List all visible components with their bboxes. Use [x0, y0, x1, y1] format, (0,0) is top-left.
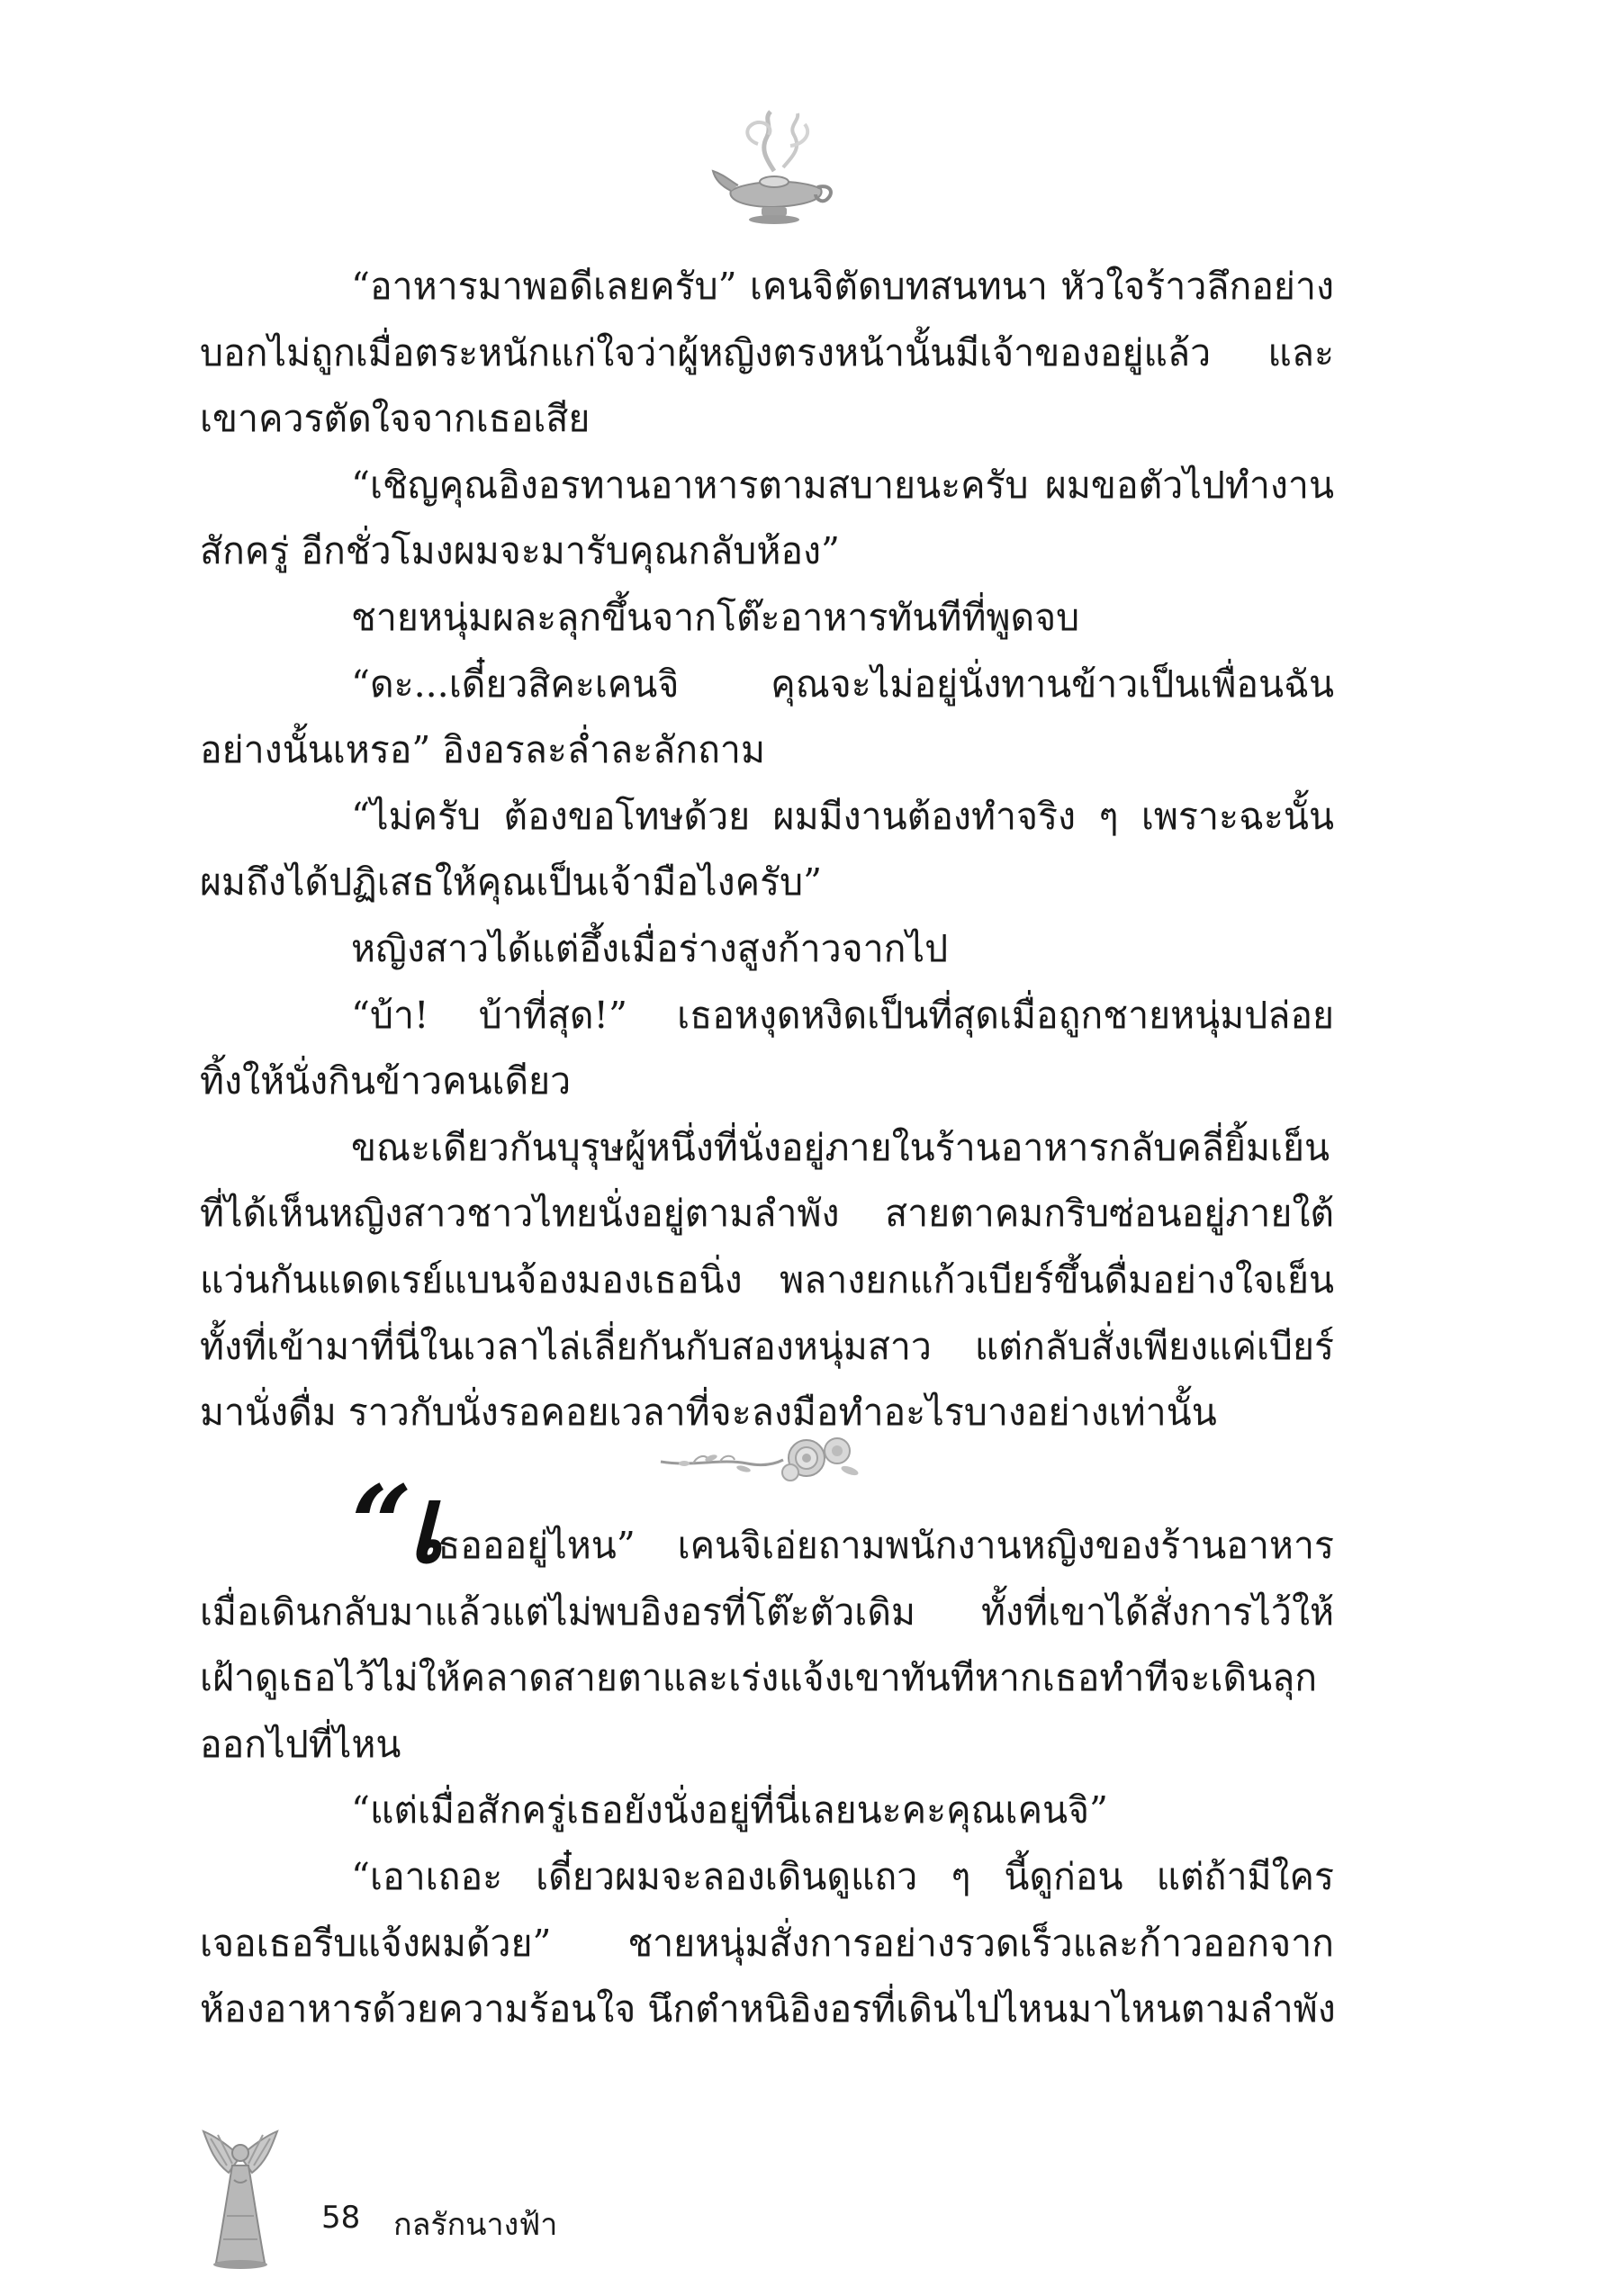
section-2-text: [200, 1462, 1336, 2043]
paragraph-line: “ดะ...เดี๋ยวสิคะเคนจิ คุณจะไม่อยู่นั่งทานข้าวเป็นเพื่อนฉัน: [351, 662, 1334, 706]
paragraph-line: “แต่เมื่อสักครู่เธอยังนั่งอยู่ที่นี่เลยนะคะคุณเคนจิ”: [351, 1788, 1109, 1832]
paragraph-line: ขณะเดียวกันบุรุษผู้หนึ่งที่นั่งอยู่ภายในร้านอาหารกลับคลี่ยิ้มเย็น: [351, 1125, 1330, 1169]
paragraph-line: มานั่งดื่ม ราวกับนั่งรอคอยเวลาที่จะลงมือทำอะไรบางอย่างเท่านั้น: [200, 1391, 1217, 1435]
paragraph-line: ทั้งที่เข้ามาที่นี่ในเวลาไล่เลี่ยกันกับสองหนุ่มสาว แต่กลับสั่งเพียงแค่เบียร์: [200, 1324, 1334, 1368]
paragraph-line: ชายหนุ่มผละลุกขึ้นจากโต๊ะอาหารทันทีที่พูดจบ: [351, 595, 1080, 639]
paragraph-line: ผมถึงได้ปฏิเสธให้คุณเป็นเจ้ามือไงครับ”: [200, 860, 823, 905]
paragraph-line: “เธอออยู่ไหน” เคนจิเอ่ยถามพนักงานหญิงของร้านอาหาร: [351, 1462, 1334, 1587]
paragraph-line: ออกไปที่ไหน: [200, 1722, 401, 1766]
book-title: กลรักนางฟ้า: [393, 2207, 558, 2243]
paragraph-line: “ไม่ครับ ต้องขอโทษด้วย ผมมีงานต้องทำจริง ๆ เพราะฉะนั้น: [351, 794, 1334, 838]
paragraph-line: สักครู่ อีกชั่วโมงผมจะมารับคุณกลับห้อง”: [200, 529, 840, 573]
paragraph-line: เฝ้าดูเธอไว้ไม่ให้คลาดสายตาและเร่งแจ้งเขาทันทีหากเธอทำทีจะเดินลุก: [200, 1656, 1318, 1700]
paragraph-line: ที่ได้เห็นหญิงสาวชาวไทยนั่งอยู่ตามลำพัง สายตาคมกริบซ่อนอยู่ภายใต้: [200, 1192, 1334, 1236]
paragraph-line: อย่างนั้นเหรอ” อิงอรละล่ำละลักถาม: [200, 728, 765, 772]
paragraph-line: “เชิญคุณอิงอรทานอาหารตามสบายนะครับ ผมขอตัวไปทำงาน: [351, 463, 1334, 507]
paragraph-line: ห้องอาหารด้วยความร้อนใจ นึกตำหนิอิงอรที่เดินไปไหนมาไหนตามลำพัง: [200, 1987, 1336, 2031]
paragraph-line: “อาหารมาพอดีเลยครับ” เคนจิตัดบทสนทนา หัวใจร้าวลึกอย่าง: [351, 265, 1334, 308]
page-footer: [200, 2126, 740, 2270]
drop-cap-line-text: ธอออยู่ไหน” เคนจิเอ่ยถามพนักงานหญิงของร้านอาหาร: [437, 1524, 1334, 1567]
paragraph-line: เมื่อเดินกลับมาแล้วแต่ไม่พบอิงอรที่โต๊ะตัวเดิม ทั้งที่เขาได้สั่งการไว้ให้: [200, 1589, 1334, 1634]
section-1-text: [200, 254, 1334, 1446]
paragraph-line: เจอเธอรีบแจ้งผมด้วย” ชายหนุ่มสั่งการอย่างรวดเร็วและก้าวออกจาก: [200, 1921, 1334, 1965]
lamp-icon: [711, 108, 837, 225]
paragraph-line: เขาควรตัดใจจากเธอเสีย: [200, 397, 591, 441]
paragraph-line: หญิงสาวได้แต่อึ้งเมื่อร่างสูงก้าวจากไป: [351, 926, 949, 970]
paragraph-line: แว่นกันแดดเรย์แบนจ้องมองเธอนิ่ง พลางยกแก้วเบียร์ขึ้นดื่มอย่างใจเย็น: [200, 1257, 1334, 1301]
angel-icon: [200, 2126, 281, 2270]
rose-vine-icon: [657, 1431, 864, 1485]
paragraph-line: ทิ้งให้นั่งกินข้าวคนเดียว: [200, 1059, 572, 1103]
page-number: 58: [321, 2200, 361, 2236]
paragraph-line: “เอาเถอะ เดี๋ยวผมจะลองเดินดูแถว ๆ นี้ดูก่อน แต่ถ้ามีใคร: [351, 1854, 1334, 1898]
paragraph-line: บอกไม่ถูกเมื่อตระหนักแก่ใจว่าผู้หญิงตรงหน้านั้นมีเจ้าของอยู่แล้ว และ: [200, 330, 1334, 374]
paragraph-line: “บ้า! บ้าที่สุด!” เธอหงุดหงิดเป็นที่สุดเมื่อถูกชายหนุ่มปล่อย: [351, 993, 1334, 1037]
